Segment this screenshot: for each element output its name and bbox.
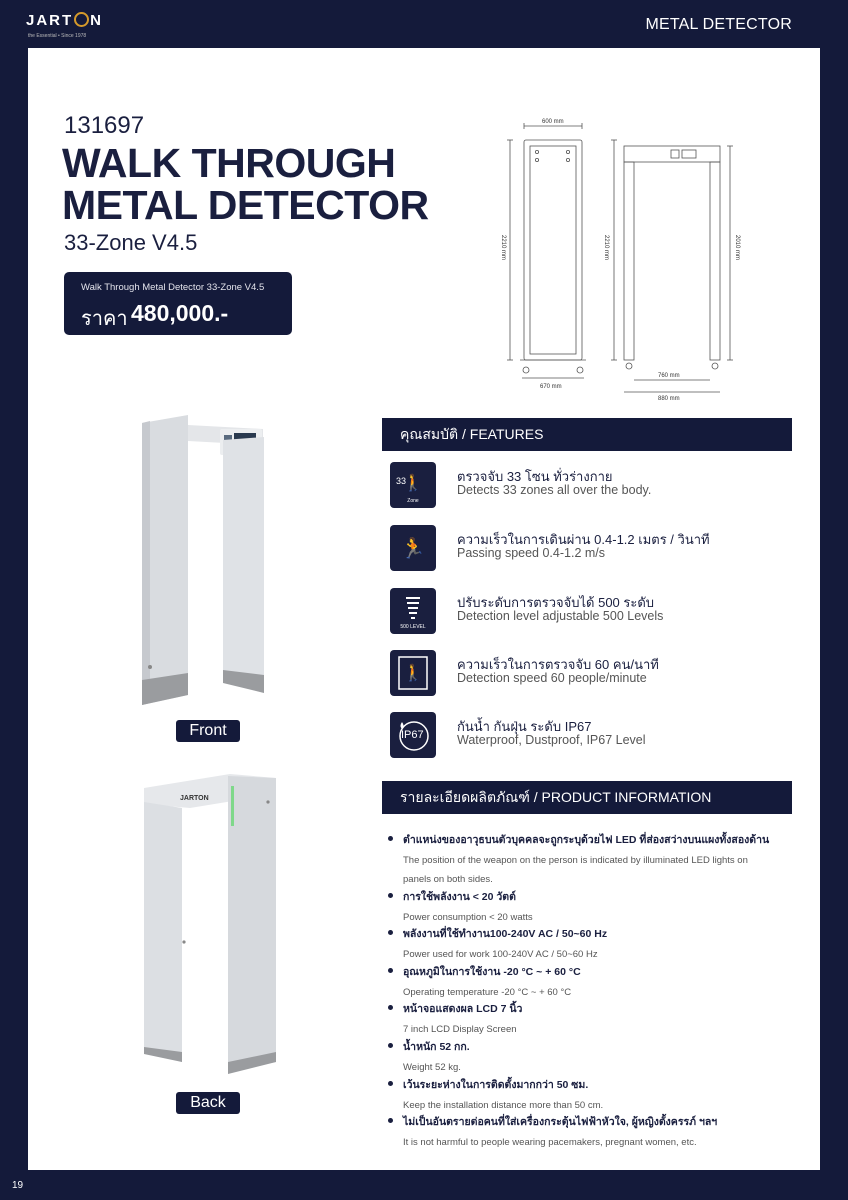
dim-side-height-left: 2210 mm xyxy=(603,235,609,261)
bullet-icon xyxy=(388,1118,393,1123)
info-th: หน้าจอแสดงผล LCD 7 นิ้ว xyxy=(403,1003,523,1015)
dim-side-inner: 760 mm xyxy=(658,373,680,379)
feature-item xyxy=(390,712,790,758)
info-en: The position of the weapon on the person is indicated by illuminated LED lights on panels on both sides. xyxy=(403,855,748,885)
back-view-label: Back xyxy=(176,1092,240,1114)
feature-th: ปรับระดับการตรวจจับได้ 500 ระดับ xyxy=(457,595,655,610)
info-en: Weight 52 kg. xyxy=(403,1062,461,1073)
info-en: Power consumption < 20 watts xyxy=(403,912,533,923)
bullet-icon xyxy=(388,930,393,935)
price-product-name: Walk Through Metal Detector 33-Zone V4.5 xyxy=(81,282,265,293)
price-label: ราคา xyxy=(81,308,128,330)
brand-tagline: the Essential • Since 1978 xyxy=(28,33,87,39)
info-th: น้ำหนัก 52 กก. xyxy=(403,1041,470,1053)
bottom-bar xyxy=(0,1170,848,1200)
page-number: 19 xyxy=(12,1180,24,1191)
dim-side-outer: 880 mm xyxy=(658,396,680,402)
brand-logo: JART N xyxy=(26,12,104,29)
side-view-drawing xyxy=(611,140,733,392)
feature-th: ตรวจจับ 33 โซน ทั่วร่างกาย xyxy=(457,469,613,484)
dim-front-top: 600 mm xyxy=(542,119,564,125)
logo-ring-icon xyxy=(74,12,89,27)
title-line-2: METAL DETECTOR xyxy=(62,182,429,228)
bullet-icon xyxy=(388,1005,393,1010)
front-view-drawing xyxy=(507,123,586,378)
dim-front-height: 2210 mm xyxy=(500,235,506,261)
front-product-photo xyxy=(138,415,278,710)
feature-en: Detects 33 zones all over the body. xyxy=(457,483,652,497)
title-line-1: WALK THROUGH xyxy=(62,140,396,186)
info-header xyxy=(382,781,792,814)
section-title: METAL DETECTOR xyxy=(645,16,792,33)
feature-icon-caption: Zone xyxy=(407,498,419,504)
level-bars-icon xyxy=(390,588,436,634)
feature-icon-caption: 500 LEVEL xyxy=(400,624,426,630)
svg-text:JARTON: JARTON xyxy=(180,795,209,802)
feature-en: Waterproof, Dustproof, IP67 Level xyxy=(457,733,646,747)
feature-item xyxy=(390,650,790,696)
bullet-icon xyxy=(388,1081,393,1086)
info-header-text: รายละเอียดผลิตภัณฑ์ / PRODUCT INFORMATION xyxy=(400,789,712,805)
price-value: 480,000.- xyxy=(131,300,229,326)
ip67-drop-icon xyxy=(390,712,436,758)
feature-en: Detection speed 60 people/minute xyxy=(457,671,647,685)
front-view-label: Front xyxy=(176,720,240,742)
33-zone-person-icon: 🚶 33 Zone xyxy=(390,462,436,508)
feature-icon-caption: IP67 xyxy=(401,729,424,741)
info-en: Power used for work 100-240V AC / 50~60 Hz xyxy=(403,949,598,960)
info-th: เว้นระยะห่างในการติดตั้งมากกว่า 50 ซม. xyxy=(403,1079,589,1091)
feature-item xyxy=(390,462,790,508)
product-code: 131697 xyxy=(64,112,145,139)
back-product-photo xyxy=(140,772,280,1082)
info-en: Keep the installation distance more than 50 cm. xyxy=(403,1100,604,1111)
info-en: Operating temperature -20 °C ~ + 60 °C xyxy=(403,987,572,998)
bullet-icon xyxy=(388,836,393,841)
feature-th: ความเร็วในการเดินผ่าน 0.4-1.2 เมตร / วินาที xyxy=(457,532,710,547)
info-th: ไม่เป็นอันตรายต่อคนที่ใส่เครื่องกระตุ้นไฟฟ้าหัวใจ, ผู้หญิงตั้งครรภ์ ฯลฯ xyxy=(403,1116,718,1128)
dim-side-height-right: 2010 mm xyxy=(734,235,740,261)
feature-en: Detection level adjustable 500 Levels xyxy=(457,609,664,623)
info-en: 7 inch LCD Display Screen xyxy=(403,1024,517,1035)
feature-item xyxy=(390,588,790,634)
features-header-text: คุณสมบัติ / FEATURES xyxy=(400,426,544,442)
walking-person-icon: 🏃 xyxy=(390,525,436,571)
dimension-drawing xyxy=(486,110,756,410)
info-th: ตำแหน่งของอาวุธบนตัวบุคคลจะถูกระบุด้วยไฟ LED ที่ส่องสว่างบนแผงทั้งสองด้าน xyxy=(403,834,770,846)
feature-item xyxy=(390,525,790,571)
gate-walk-icon: 🚶 xyxy=(390,650,436,696)
bullet-icon xyxy=(388,893,393,898)
feature-th: กันน้ำ กันฝุ่น ระดับ IP67 xyxy=(457,719,592,734)
info-en: It is not harmful to people wearing pacemakers, pregnant women, etc. xyxy=(403,1137,697,1148)
features-header xyxy=(382,418,792,451)
info-th: พลังงานที่ใช้ทำงาน100-240V AC / 50~60 Hz xyxy=(403,928,608,940)
dim-front-bottom: 670 mm xyxy=(540,384,562,390)
bullet-icon xyxy=(388,1043,393,1048)
info-th: การใช้พลังงาน < 20 วัตต์ xyxy=(403,891,516,903)
feature-en: Passing speed 0.4-1.2 m/s xyxy=(457,546,605,560)
product-title xyxy=(62,142,429,226)
product-subtitle: 33-Zone V4.5 xyxy=(64,230,198,255)
bullet-icon xyxy=(388,968,393,973)
price-box xyxy=(64,272,292,335)
feature-th: ความเร็วในการตรวจจับ 60 คน/นาที xyxy=(457,657,659,672)
info-th: อุณหภูมิในการใช้งาน -20 °C ~ + 60 °C xyxy=(403,966,581,978)
